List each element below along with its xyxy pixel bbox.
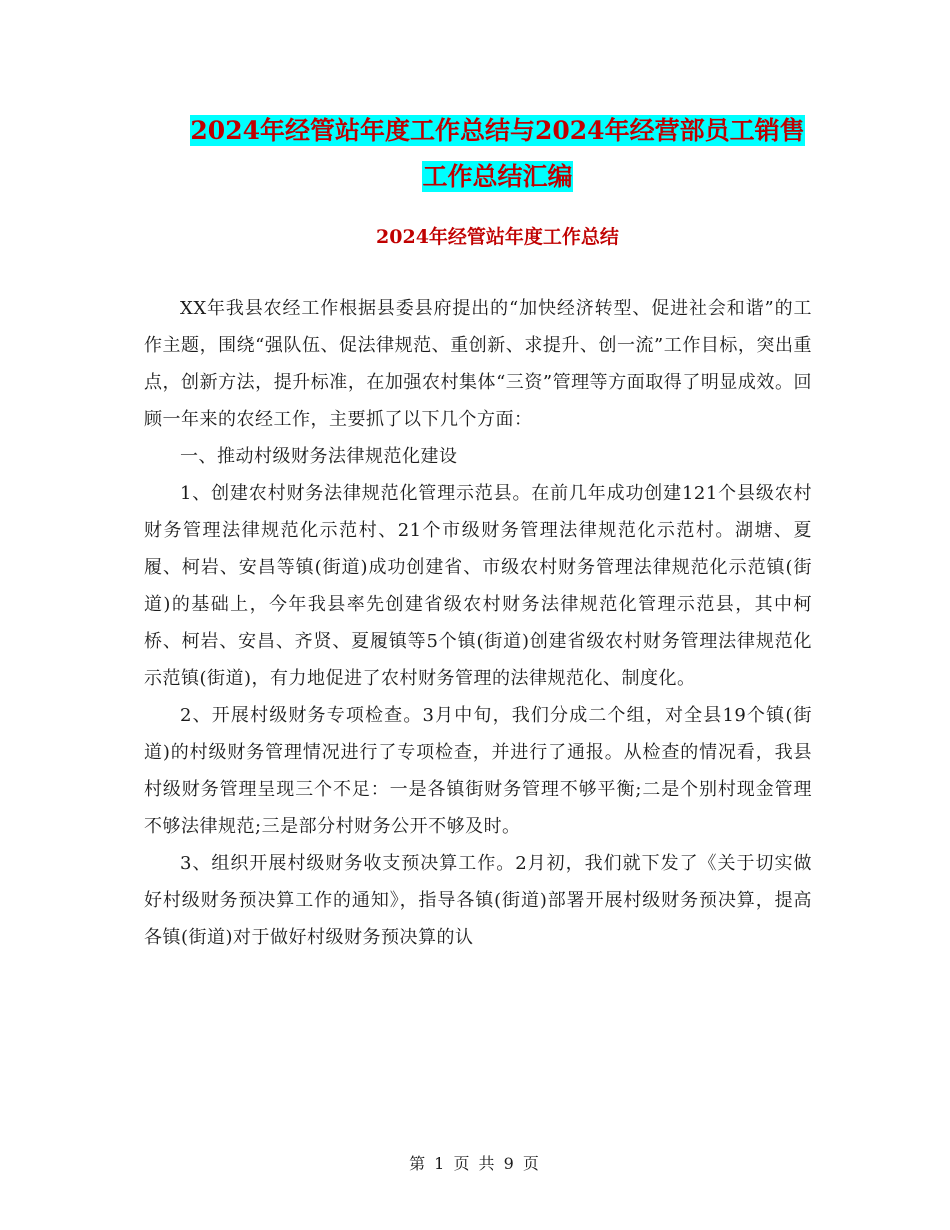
paragraph-intro: XX年我县农经工作根据县委县府提出的“加快经济转型、促进社会和谐”的工作主题，围绕“强队伍、促法律规范、重创新、求提升、创一流”工作目标，突出重点，创新方法，提升标准，在加强农村集体“三资”管理等方面取得了明显成效。回顾一年来的农经工作，主要抓了以下几个方面： bbox=[144, 298, 812, 430]
paragraph-item-3: 3、组织开展村级财务收支预决算工作。2月初，我们就下发了《关于切实做好村级财务预决算工作的通知》，指导各镇(街道)部署开展村级财务预决算，提高各镇(街道)对于做好村级财务预决算的认 bbox=[144, 853, 812, 948]
document-body bbox=[144, 290, 812, 956]
paragraph-heading-1: 一、推动村级财务法律规范化建设 bbox=[180, 446, 458, 467]
document-title-line-1: 2024年经管站年度工作总结与2024年经营部员工销售 bbox=[190, 116, 805, 145]
paragraph-item-1: 1、创建农村财务法律规范化管理示范县。在前几年成功创建121个县级农村财务管理法律规范化示范村、21个市级财务管理法律规范化示范村。湖塘、夏履、柯岩、安昌等镇(街道)成功创建省、市级农村财务管理法律规范化示范镇(街道)的基础上，今年我县率先创建省级农村财务法律规范化管理示范县，其中柯桥、柯岩、安昌、齐贤、夏履镇等5个镇(街道)创建省级农村财务管理法律规范化示范镇(街道)，有力地促进了农村财务管理的法律规范化、制度化。 bbox=[144, 483, 812, 689]
page-footer: 第 1 页 共 9 页 bbox=[409, 1154, 541, 1173]
paragraph-item-2: 2、开展村级财务专项检查。3月中旬，我们分成二个组，对全县19个镇(街道)的村级财务管理情况进行了专项检查，并进行了通报。从检查的情况看，我县村级财务管理呈现三个不足：一是各镇街财务管理不够平衡;二是个别村现金管理不够法律规范;三是部分村财务公开不够及时。 bbox=[144, 705, 812, 837]
section-title: 2024年经管站年度工作总结 bbox=[376, 226, 619, 248]
document-title bbox=[140, 108, 855, 200]
document-title-line-2: 工作总结汇编 bbox=[422, 162, 573, 191]
